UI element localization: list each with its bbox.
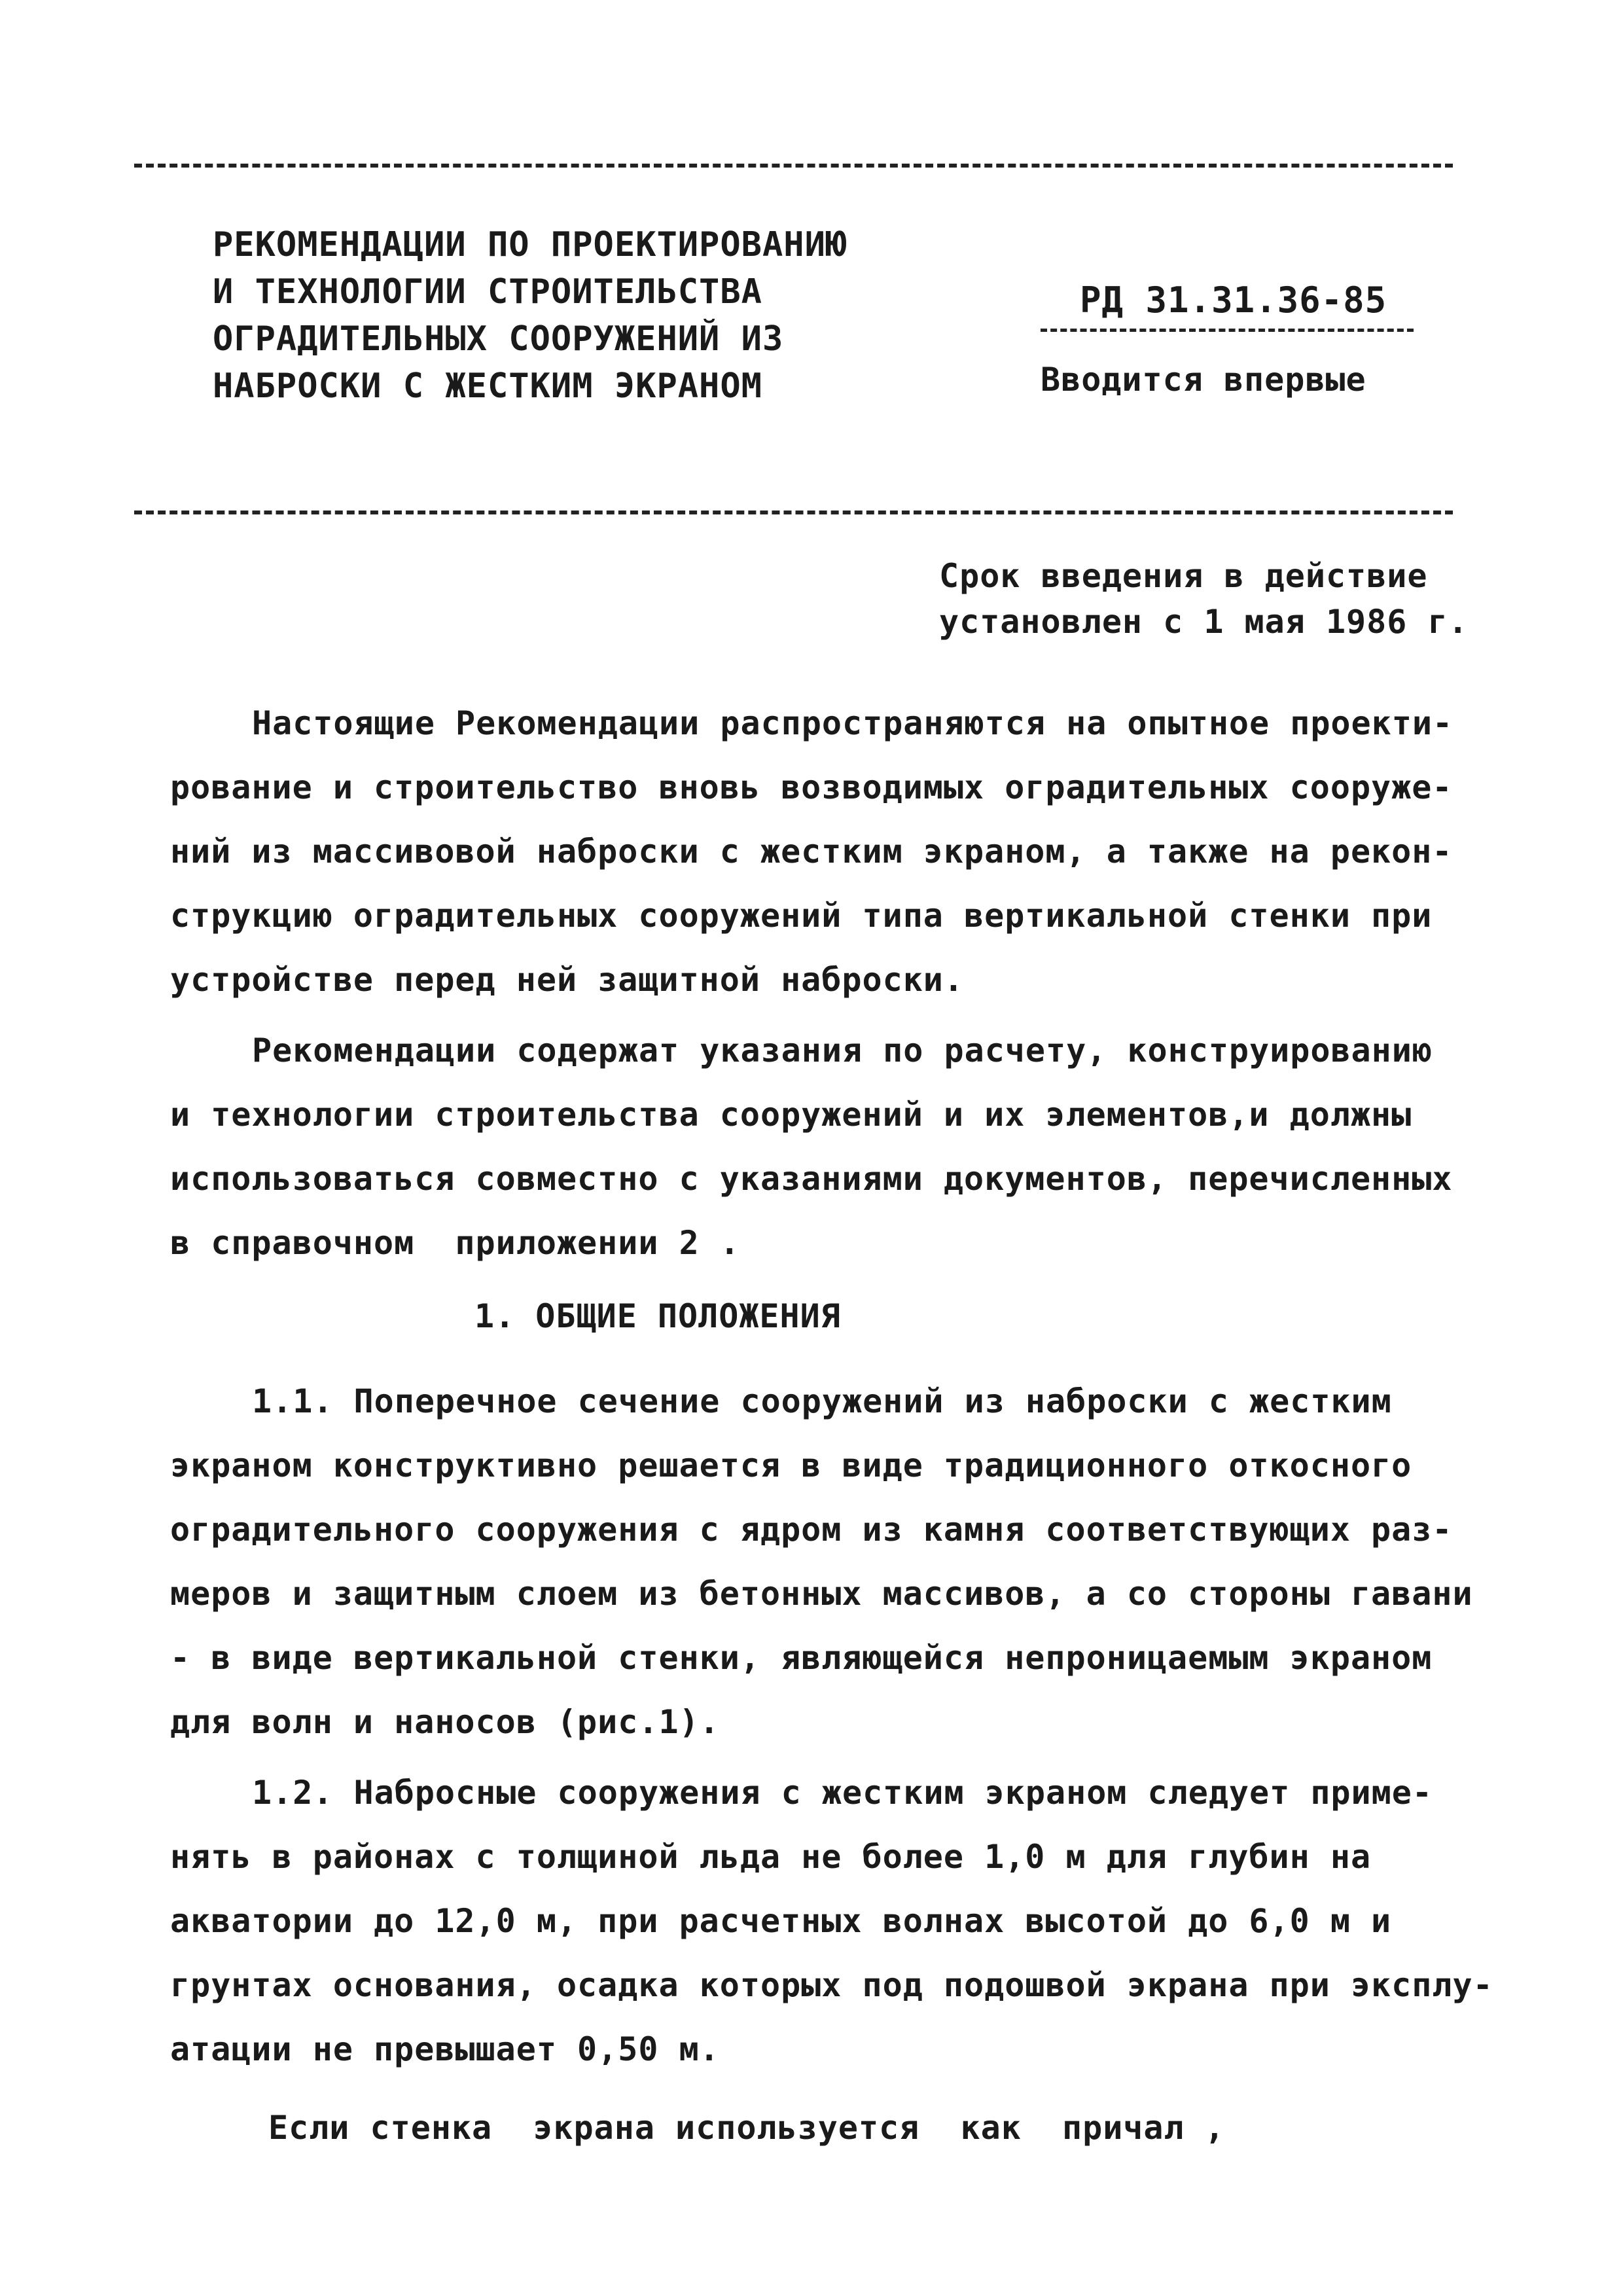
content-line-2: и технологии строительства сооружений и их элементов,и должны [170, 1096, 1412, 1134]
p11-line-3: оградительного сооружения с ядром из камня соответствующих раз- [170, 1511, 1453, 1549]
title-line-2: И ТЕХНОЛОГИИ СТРОИТЕЛЬСТВА [213, 272, 762, 312]
last-line: Если стенка экрана используется как причал , [268, 2109, 1225, 2147]
section-heading: 1. ОБЩИЕ ПОЛОЖЕНИЯ [474, 1297, 841, 1335]
p12-line-3: акватории до 12,0 м, при расчетных волнах высотой до 6,0 м и [170, 1902, 1392, 1940]
p12-line-5: атации не превышает 0,50 м. [170, 2030, 720, 2068]
content-line-4: в справочном приложении 2 . [170, 1224, 740, 1262]
p11-line-2: экраном конструктивно решается в виде традиционного откосного [170, 1446, 1412, 1484]
intro-line-3: ний из массивовой наброски с жестким экраном, а также на рекон- [170, 833, 1453, 870]
intro-line-1: Настоящие Рекомендации распространяются на опытное проекти- [252, 704, 1454, 742]
content-line-1: Рекомендации содержат указания по расчету, конструированию [252, 1031, 1433, 1069]
intro-line-2: рование и строительство вновь возводимых оградительных сооруже- [170, 768, 1453, 806]
content-line-3: использоваться совместно с указаниями документов, перечисленных [170, 1160, 1453, 1198]
middle-divider [134, 511, 1453, 514]
intro-line-4: струкцию оградительных сооружений типа вертикальной стенки при [170, 897, 1433, 935]
document-code: РД 31.31.36-85 [1080, 279, 1387, 321]
p12-line-2: нять в районах с толщиной льда не более 1,0 м для глубин на [170, 1838, 1372, 1876]
document-status: Вводится впервые [1041, 361, 1366, 399]
p11-line-6: для волн и наносов (рис.1). [170, 1703, 720, 1741]
title-line-4: НАБРОСКИ С ЖЕСТКИМ ЭКРАНОМ [213, 367, 762, 406]
title-line-1: РЕКОМЕНДАЦИИ ПО ПРОЕКТИРОВАНИЮ [213, 225, 847, 264]
intro-line-5: устройстве перед ней защитной наброски. [170, 961, 964, 999]
p11-line-4: меров и защитным слоем из бетонных массивов, а со стороны гавани [170, 1575, 1473, 1613]
document-code-underline [1041, 329, 1414, 332]
effective-date-line-2: установлен с 1 мая 1986 г. [939, 603, 1469, 641]
p11-line-1: 1.1. Поперечное сечение сооружений из наброски с жестким [252, 1382, 1392, 1420]
effective-date-line-1: Срок введения в действие [939, 557, 1428, 595]
p12-line-4: грунтах основания, осадка которых под подошвой экрана при эксплу- [170, 1966, 1493, 2004]
p11-line-5: - в виде вертикальной стенки, являющейся непроницаемым экраном [170, 1639, 1433, 1677]
p12-line-1: 1.2. Набросные сооружения с жестким экраном следует приме- [252, 1774, 1433, 1812]
top-divider [134, 164, 1453, 168]
title-line-3: ОГРАДИТЕЛЬНЫХ СООРУЖЕНИЙ ИЗ [213, 319, 784, 359]
